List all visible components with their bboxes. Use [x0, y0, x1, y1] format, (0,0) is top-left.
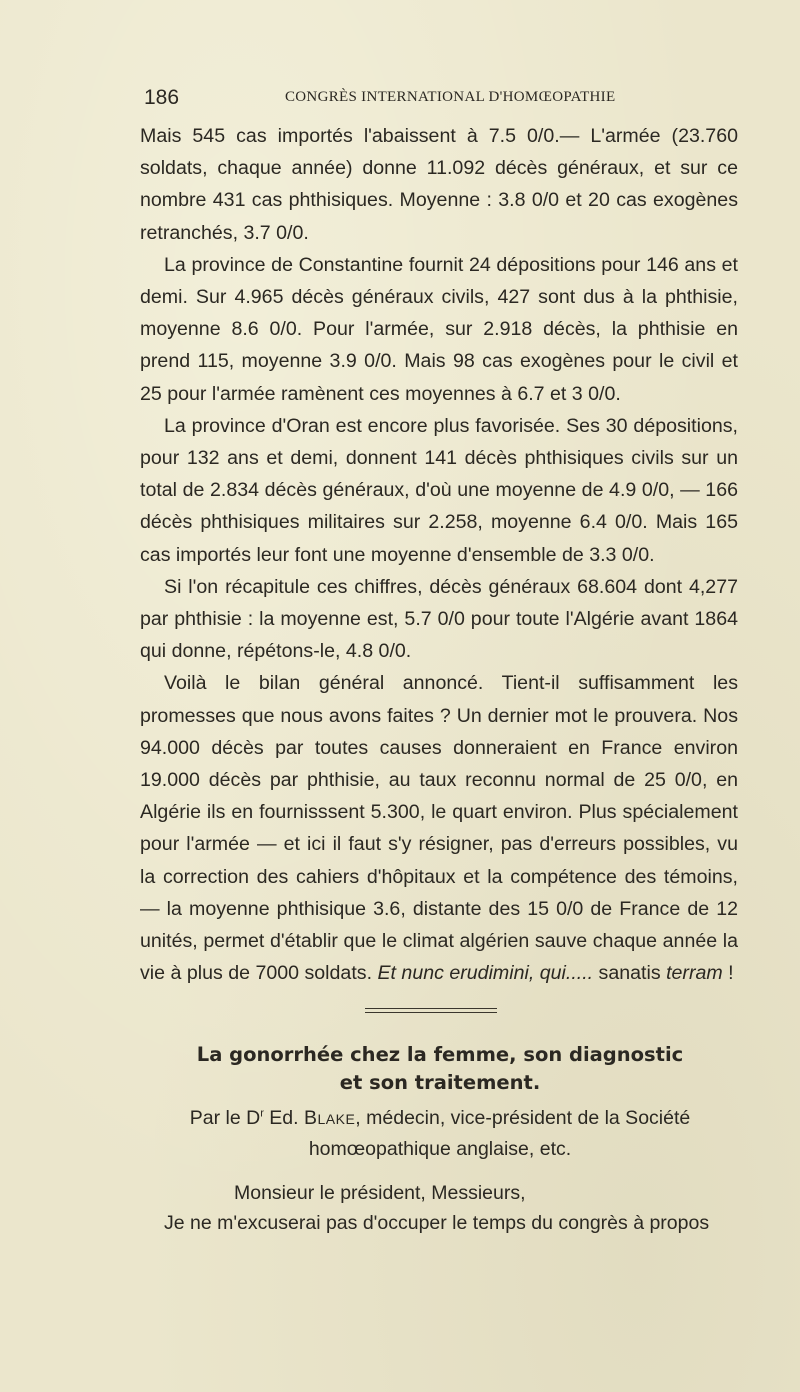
salutation: Monsieur le président, Messieurs,: [234, 1182, 526, 1204]
body-text: [140, 120, 738, 989]
article-title-line-1: La gonorrhée chez la femme, son diagnostic: [196, 1043, 684, 1066]
running-title: CONGRÈS INTERNATIONAL D'HOMŒOPATHIE: [285, 89, 616, 105]
article-title-line-2: et son traitement.: [339, 1071, 541, 1094]
latin-phrase-middle: sanatis: [593, 962, 667, 985]
author-line-1: [140, 1103, 740, 1134]
latin-phrase-2: terram: [666, 962, 723, 985]
author-initial: Ed.: [263, 1107, 304, 1129]
latin-phrase-1: Et nunc erudimini, qui.....: [377, 962, 594, 985]
author-surname: Blake: [303, 1107, 356, 1129]
page-number: 186: [144, 86, 180, 109]
paragraph-5: [140, 667, 738, 989]
author-line-2: homœopathique anglaise, etc.: [308, 1138, 572, 1160]
opening-sentence: Je ne m'excuserai pas d'occuper le temps du congrès à propos: [164, 1212, 710, 1234]
paragraph-1: Mais 545 cas importés l'abaissent à 7.5 0/0.— L'armée (23.760 soldats, chaque année) donne 11.092 décès généraux, et sur ce nombre 431 cas phthisiques. Moyenne : 3.8 0/0 et 20 cas exogènes retranchés, 3.7 0/0.: [140, 125, 738, 244]
author-sup: r: [260, 1107, 264, 1120]
author-affiliation: , médecin, vice-président de la Société: [355, 1107, 691, 1129]
paragraph-5-end: !: [722, 962, 734, 985]
paragraph-3: La province d'Oran est encore plus favorisée. Ses 30 dépositions, pour 132 ans et demi, donnent 141 décès phthisiques civils sur un total de 2.834 décès généraux, d'où une moyenne de 4.9 0/0, — 166 décès phthisiques militaires sur 2.258, moyenne 6.4 0/0. Mais 165 cas importés leur font une moyenne d'ensemble de 3.3 0/0.: [140, 414, 738, 566]
section-divider-second: [365, 1012, 497, 1013]
section-divider: [365, 1008, 497, 1009]
page-header: [140, 86, 740, 110]
paragraph-2: La province de Constantine fournit 24 dépositions pour 146 ans et demi. Sur 4.965 décès généraux civils, 427 sont dus à la phthisie, moyenne 8.6 0/0. Pour l'armée, sur 2.918 décès, la phthisie en prend 115, moyenne 3.9 0/0. Mais 98 cas exogènes pour le civil et 25 pour l'armée ramènent ces moyennes à 6.7 et 3 0/0.: [140, 253, 738, 405]
paragraph-4: Si l'on récapitule ces chiffres, décès généraux 68.604 dont 4,277 par phthisie : la moyenne est, 5.7 0/0 pour toute l'Algérie avant 1864 qui donne, répétons-le, 4.8 0/0.: [140, 575, 738, 663]
paragraph-5-text: Voilà le bilan général annoncé. Tient-il suffisamment les promesses que nous avons faites ? Un dernier mot le prouvera. Nos 94.000 décès par toutes causes donneraient en France environ 19.000 décès par phthisie, au taux reconnu normal de 25 0/0, en Algérie ils en fournisssent 5.300, le quart environ. Plus spécialement pour l'armée — et ici il faut s'y résigner, pas d'erreurs possibles, vu la correction des cahiers d'hôpitaux et la compétence des témoins, — la moyenne phthisique 3.6, distante des 15 0/0 de France de 12 unités, permet d'établir que le climat algérien sauve chaque année la vie à plus de 7000 soldats.: [140, 672, 738, 985]
author-prefix: Par le D: [189, 1107, 261, 1129]
